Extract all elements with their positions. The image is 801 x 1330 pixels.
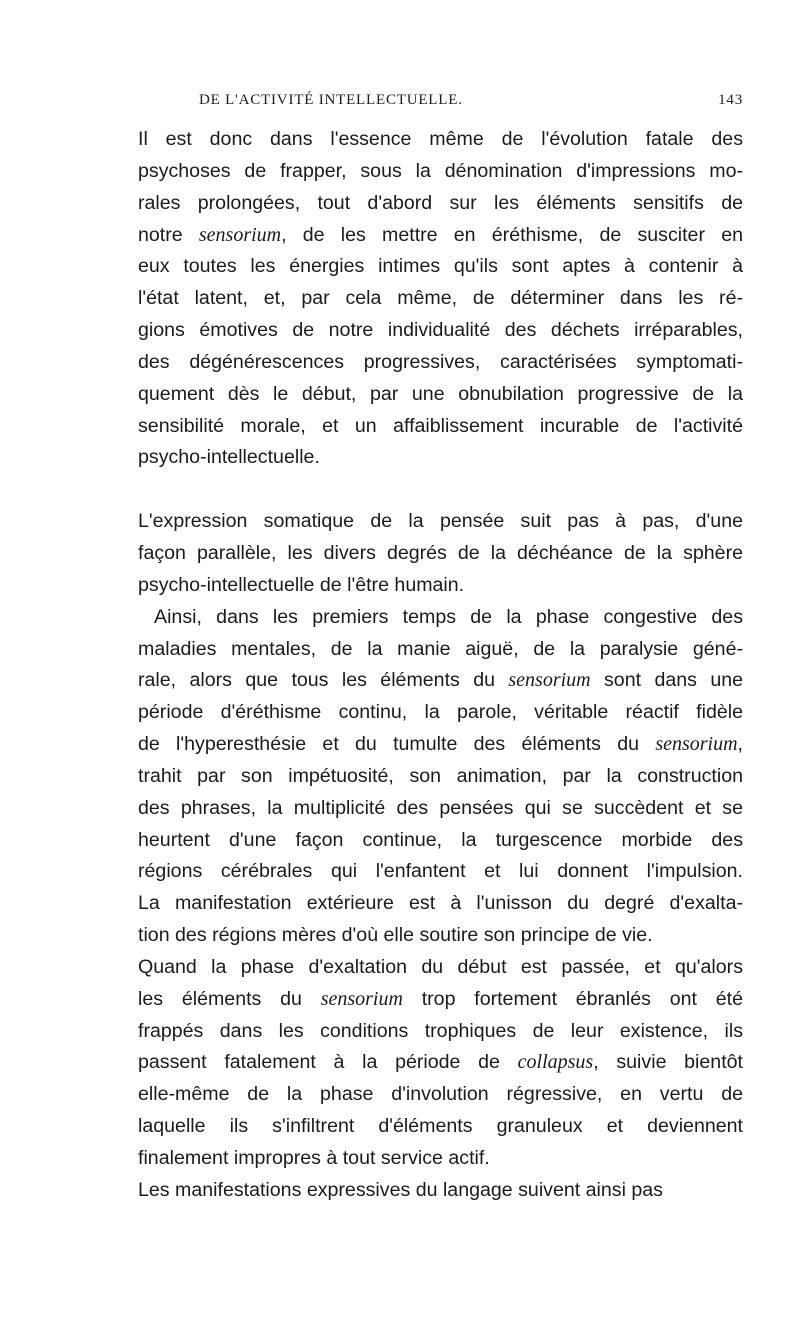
italic-term: sensorium bbox=[320, 987, 403, 1010]
text-line: trahit par son impétuosité, son animation, par la construction bbox=[138, 764, 743, 787]
text-line: elle-même de la phase d'involution régressive, en vertu de bbox=[138, 1083, 743, 1106]
text-line: rales prolongées, tout d'abord sur les éléments sensitifs de bbox=[138, 191, 743, 214]
text-line: psycho-intellectuelle. bbox=[138, 446, 320, 469]
text-line: l'état latent, et, par cela même, de déterminer dans les ré- bbox=[138, 287, 743, 310]
text-line: les éléments du sensorium trop fortement ébranlés ont été bbox=[138, 987, 743, 1010]
text-line: maladies mentales, de la manie aiguë, de la paralysie géné- bbox=[138, 637, 743, 660]
text-line: sensibilité morale, et un affaiblissement incurable de l'activité bbox=[138, 414, 743, 437]
text-line: L'expression somatique de la pensée suit pas à pas, d'une bbox=[138, 510, 743, 533]
text-line: de l'hyperesthésie et du tumulte des éléments du sensorium, bbox=[138, 733, 743, 756]
italic-term: sensorium bbox=[655, 733, 738, 756]
text-line: heurtent d'une façon continue, la turgescence morbide des bbox=[138, 828, 743, 851]
text-line: Les manifestations expressives du langage suivent ainsi pas bbox=[138, 1178, 663, 1201]
text-line: façon parallèle, les divers degrés de la déchéance de la sphère bbox=[138, 541, 743, 564]
text-line: des dégénérescences progressives, caractérisées symptomati- bbox=[138, 350, 743, 373]
text-line: frappés dans les conditions trophiques de leur existence, ils bbox=[138, 1019, 743, 1042]
running-title: DE L'ACTIVITÉ INTELLECTUELLE. bbox=[199, 92, 463, 108]
text-line: psycho-intellectuelle de l'être humain. bbox=[138, 573, 465, 596]
text-line: La manifestation extérieure est à l'unisson du degré d'exalta- bbox=[138, 892, 743, 915]
text-line: passent fatalement à la période de collapsus, suivie bientôt bbox=[138, 1051, 743, 1074]
text-line: période d'éréthisme continu, la parole, véritable réactif fidèle bbox=[138, 701, 743, 724]
text-line: notre sensorium, de les mettre en éréthisme, de susciter en bbox=[138, 223, 743, 246]
text-line: régions cérébrales qui l'enfantent et lui donnent l'impulsion. bbox=[138, 860, 743, 883]
text-line: Il est donc dans l'essence même de l'évolution fatale des bbox=[138, 128, 743, 150]
italic-term: sensorium bbox=[508, 669, 591, 692]
text-line: gions émotives de notre individualité des déchets irréparables, bbox=[138, 319, 743, 342]
text-line: quement dès le début, par une obnubilation progressive de la bbox=[138, 382, 743, 405]
italic-term: sensorium bbox=[198, 223, 282, 246]
text-line: finalement impropres à tout service actif. bbox=[138, 1147, 490, 1169]
text-line: Quand la phase d'exaltation du début est passée, et qu'alors bbox=[138, 955, 743, 978]
text-line: tion des régions mères d'où elle soutire son principe de vie. bbox=[138, 924, 653, 947]
text-line: eux toutes les énergies intimes qu'ils sont aptes à contenir à bbox=[138, 255, 743, 278]
text-line: psychoses de frapper, sous la dénomination d'impressions mo- bbox=[138, 159, 743, 182]
text-line: laquelle ils s'infiltrent d'éléments granuleux et deviennent bbox=[138, 1115, 743, 1138]
text-line: Ainsi, dans les premiers temps de la phase congestive des bbox=[154, 605, 743, 628]
italic-term: collapsus bbox=[517, 1051, 594, 1074]
body-text bbox=[138, 124, 743, 1207]
running-header bbox=[199, 92, 743, 114]
text-line: rale, alors que tous les éléments du sensorium sont dans une bbox=[138, 669, 744, 692]
text-line: des phrases, la multiplicité des pensées qui se succèdent et se bbox=[138, 796, 743, 819]
paragraph-gap bbox=[138, 474, 743, 506]
page-number: 143 bbox=[718, 92, 743, 108]
